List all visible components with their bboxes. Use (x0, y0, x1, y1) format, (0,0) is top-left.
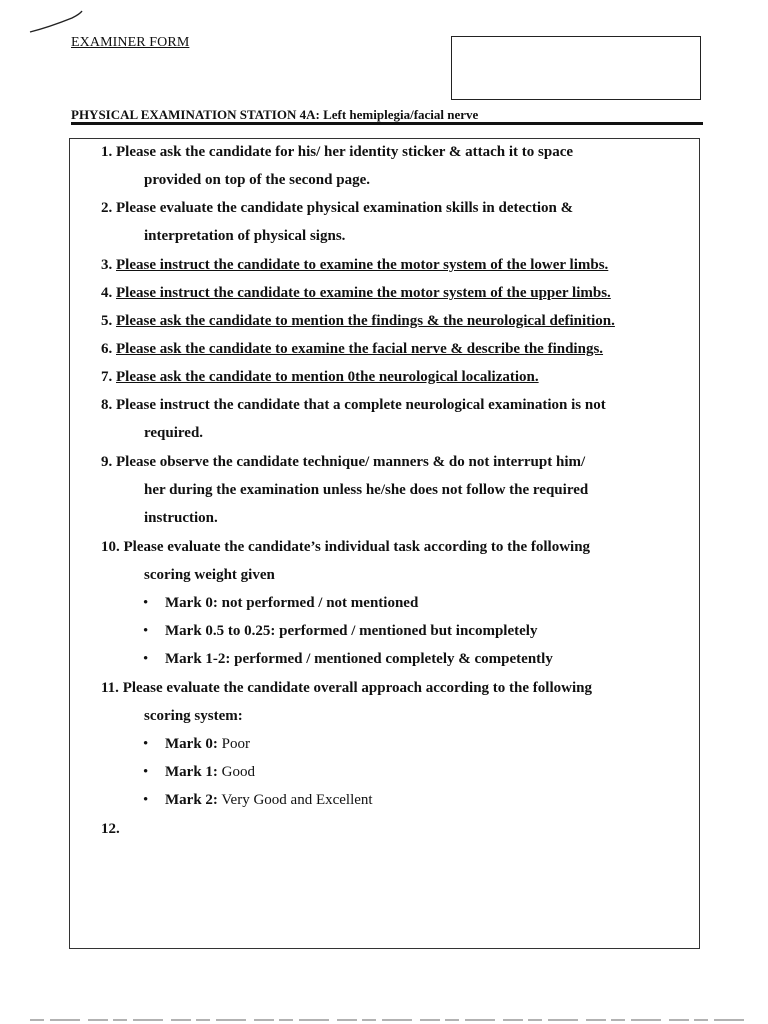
pen-mark-icon (28, 8, 88, 38)
bullet-icon: • (143, 651, 149, 667)
mark-label: Mark 1: (165, 764, 218, 780)
instruction-item (101, 313, 615, 330)
instruction-item (101, 341, 603, 358)
item-text: Please evaluate the candidate overall approach according to the following (122, 680, 592, 696)
instruction-item (101, 257, 608, 274)
bullet-icon: • (143, 792, 149, 808)
item-continuation: interpretation of physical signs. (144, 228, 346, 244)
mark-description: Poor (221, 736, 250, 752)
item-continuation: scoring system: (144, 708, 243, 724)
bullet-icon: • (143, 736, 149, 752)
instruction-item (101, 200, 573, 217)
scoring-weight-item (143, 595, 418, 612)
item-text: Please ask the candidate to mention 0the neurological localization. (116, 369, 539, 385)
instruction-item (101, 539, 590, 556)
identity-sticker-box (451, 36, 701, 100)
item-continuation: scoring weight given (144, 567, 275, 583)
title-rule (71, 122, 703, 125)
item-text: Please instruct the candidate to examine the motor system of the lower limbs. (116, 257, 609, 273)
footer-dashes (30, 1017, 750, 1023)
item-number: 2. (101, 200, 113, 216)
item-number: 3. (101, 257, 113, 273)
item-text: Please observe the candidate technique/ manners & do not interrupt him/ (116, 454, 586, 470)
instruction-item (101, 821, 120, 838)
item-number: 9. (101, 454, 113, 470)
instruction-item (101, 397, 606, 414)
item-number: 1. (101, 144, 113, 160)
bullet-icon: • (143, 595, 149, 611)
item-text: Please ask the candidate for his/ her identity sticker & attach it to space (116, 144, 574, 160)
item-number: 10. (101, 539, 120, 555)
bullet-icon: • (143, 623, 149, 639)
item-text: Please ask the candidate to mention the findings & the neurological definition. (116, 313, 615, 329)
item-number: 7. (101, 369, 113, 385)
item-continuation: her during the examination unless he/she does not follow the required (144, 482, 589, 498)
scoring-weight-item (143, 623, 537, 640)
item-continuation: provided on top of the second page. (144, 172, 370, 188)
item-number: 5. (101, 313, 113, 329)
instruction-item (101, 680, 592, 697)
item-number: 4. (101, 285, 113, 301)
item-text: Please evaluate the candidate’s individual task according to the following (123, 539, 591, 555)
item-text: Please instruct the candidate that a complete neurological examination is not (116, 397, 606, 413)
mark-label: Mark 2: (165, 792, 218, 808)
instruction-item (101, 285, 611, 302)
scoring-system-item (143, 792, 373, 809)
scoring-weight-item (143, 651, 553, 668)
mark-label: Mark 0: (165, 736, 218, 752)
instruction-item (101, 369, 539, 386)
scoring-system-item (143, 764, 255, 781)
scoring-weight-text: Mark 0: not performed / not mentioned (165, 595, 419, 611)
station-title: PHYSICAL EXAMINATION STATION 4A: Left hemiplegia/facial nerve (71, 107, 479, 122)
scoring-weight-text: Mark 0.5 to 0.25: performed / mentioned but incompletely (165, 623, 538, 639)
bullet-icon: • (143, 764, 149, 780)
scoring-weight-text: Mark 1-2: performed / mentioned completely & competently (165, 651, 553, 667)
mark-description: Good (221, 764, 255, 780)
item-number: 12. (101, 821, 120, 837)
mark-description: Very Good and Excellent (221, 792, 373, 808)
item-text: Please ask the candidate to examine the facial nerve & describe the findings. (116, 341, 604, 357)
item-number: 8. (101, 397, 113, 413)
form-title: EXAMINER FORM (71, 35, 190, 50)
instruction-item (101, 144, 573, 161)
item-number: 6. (101, 341, 113, 357)
item-number: 11. (101, 680, 119, 696)
scoring-system-item (143, 736, 250, 753)
item-text: Please evaluate the candidate physical examination skills in detection & (116, 200, 574, 216)
item-continuation: instruction. (144, 510, 218, 526)
item-continuation: required. (144, 425, 204, 441)
item-text: Please instruct the candidate to examine the motor system of the upper limbs. (116, 285, 611, 301)
instruction-item (101, 454, 585, 471)
